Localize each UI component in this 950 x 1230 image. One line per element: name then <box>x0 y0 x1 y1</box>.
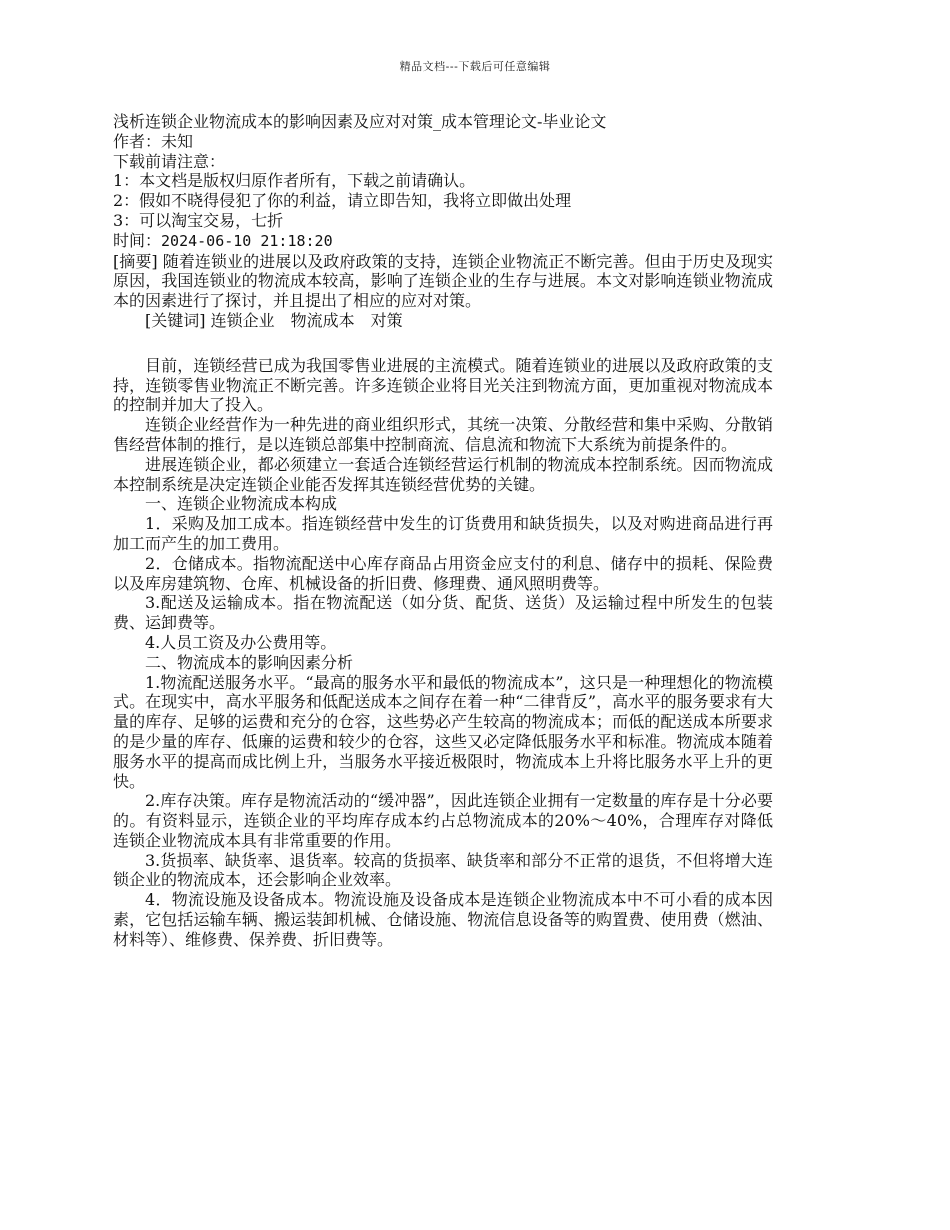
notice-heading: 下载前请注意： <box>113 151 226 171</box>
body-paragraph: 2.库存决策。库存是物流活动的“缓冲器”，因此连锁企业拥有一定数量的库存是十分必要的。有资料显示，连锁企业的平均库存成本约占总物流成本的20%～40%，合理库存对降低连锁企业物流成本具有非常重要的作用。 <box>113 791 773 850</box>
body-paragraph: 进展连锁企业，都必须建立一套适合连锁经营运行机制的物流成本控制系统。因而物流成本控制系统是决定连锁企业能否发挥其连锁经营优势的关键。 <box>113 454 773 494</box>
body-paragraph: 2．仓储成本。指物流配送中心库存商品占用资金应支付的利息、储存中的损耗、保险费以及库房建筑物、仓库、机械设备的折旧费、修理费、通风照明费等。 <box>113 553 773 593</box>
timestamp-value: 2024-06-10 21:18:20 <box>161 231 333 250</box>
section-heading: 二、物流成本的影响因素分析 <box>145 652 354 672</box>
body-paragraph: 3.配送及运输成本。指在物流配送（如分货、配货、送货）及运输过程中所发生的包装费、运卸费等。 <box>113 593 773 633</box>
body-paragraph: 1.物流配送服务水平。“最高的服务水平和最低的物流成本”，这只是一种理想化的物流模式。在现实中，高水平服务和低配送成本之间存在着一种“二律背反”，高水平的服务要求有大量的库存、足够的运费和充分的仓容，这些势必产生较高的物流成本；而低的配送成本所要求的是少量的库存、低廉的运费和较少的仓容，这些又必定降低服务水平和标准。物流成本随着服务水平的提高而成比例上升，当服务水平接近极限时，物流成本上升将比服务水平上升的更快。 <box>113 672 773 791</box>
timestamp-line <box>113 231 773 252</box>
body-paragraph: 连锁企业经营作为一种先进的商业组织形式，其统一决策、分散经营和集中采购、分散销售经营体制的推行，是以连锁总部集中控制商流、信息流和物流下大系统为前提条件的。 <box>113 415 773 454</box>
page-header: 精品文档---下载后可任意编辑 <box>399 60 551 73</box>
notice-item: 2：假如不晓得侵犯了你的利益，请立即告知，我将立即做出处理 <box>113 191 572 211</box>
body-paragraph: 3.货损率、缺货率、退货率。较高的货损率、缺货率和部分不正常的退货，不但将增大连锁企业的物流成本，还会影响企业效率。 <box>113 850 773 890</box>
author-line: 作者：未知 <box>113 131 194 151</box>
abstract: [摘要] 随着连锁业的进展以及政府政策的支持，连锁企业物流正不断完善。但由于历史及现实原因，我国连锁业的物流成本较高，影响了连锁企业的生存与进展。本文对影响连锁业物流成本的因素进行了探讨，并且提出了相应的应对对策。 <box>113 251 773 311</box>
timestamp-label: 时间： <box>113 230 162 250</box>
section-heading: 一、连锁企业物流成本构成 <box>145 494 338 514</box>
document-body <box>113 112 773 950</box>
body-paragraph: 4．物流设施及设备成本。物流设施及设备成本是连锁企业物流成本中不可小看的成本因素，它包括运输车辆、搬运装卸机械、仓储设施、物流信息设备等的购置费、使用费（燃油、材料等）、维修费、保养费、折旧费等。 <box>113 890 773 949</box>
body-paragraph: 4.人员工资及办公费用等。 <box>145 632 337 652</box>
notice-item: 3：可以淘宝交易，七折 <box>113 210 284 230</box>
body-paragraph: 1．采购及加工成本。指连锁经营中发生的订货费用和缺货损失，以及对购进商品进行再加工而产生的加工费用。 <box>113 514 773 553</box>
body-paragraph: 目前，连锁经营已成为我国零售业进展的主流模式。随着连锁业的进展以及政府政策的支持，连锁零售业物流正不断完善。许多连锁企业将目光关注到物流方面，更加重视对物流成本的控制并加大了投入。 <box>113 355 773 415</box>
notice-item: 1：本文档是版权归原作者所有，下载之前请确认。 <box>113 171 476 191</box>
keywords: [关键词] 连锁企业 物流成本 对策 <box>145 310 403 330</box>
document-title: 浅析连锁企业物流成本的影响因素及应对对策_成本管理论文-毕业论文 <box>113 112 607 131</box>
spacer <box>113 331 773 356</box>
